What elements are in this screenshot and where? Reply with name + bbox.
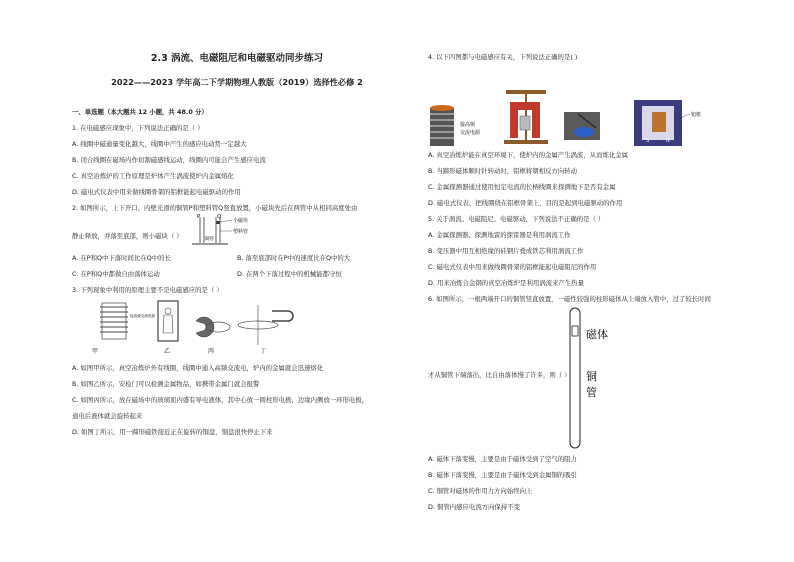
q3-option-a: A. 如图甲所示，真空冶炼炉外有线圈，线圈中通入高频交流电，炉内的金属就会迅速熔化 [72, 364, 324, 372]
frame-label: 铝框 [691, 112, 702, 118]
label-ding: 丁 [260, 348, 267, 355]
q6-option-a: A. 磁体下落变慢，主要是由于磁体受到了空气的阻力 [428, 455, 577, 463]
q2-option-c: C. 在P和Q中都做自由落体运动 [72, 270, 160, 278]
copper-disk-icon [238, 305, 293, 345]
q5-option-a: A. 金属探测器、探测地雷的探雷器是利用涡流工作 [428, 231, 571, 239]
label-p: P [197, 214, 201, 220]
furnace-coil-icon [100, 303, 156, 339]
q6-option-c: C. 铜管对磁体的作用力方向始终向上 [428, 487, 533, 495]
label-q: Q [217, 214, 222, 220]
q6-option-d: D. 铜管内感应电流方向保持不变 [428, 503, 521, 511]
q4-option-b: B. 当蹄形磁体顺时针转动时，铝框将朝相反方向转动 [428, 167, 578, 175]
q3-option-b: B. 如图乙所示，安检门可以检测金属物品，如携带金属门就会报警 [72, 380, 260, 388]
q1-option-c: C. 真空冶炼炉的工作原理是炉体产生涡流使炉内金属熔化 [72, 172, 234, 180]
q5-stem: 5. 关于涡流、电磁阻尼、电磁驱动，下列说法不正确的是（ ） [428, 215, 605, 223]
q3-option-c: C. 如图丙所示，放在磁场中的玻璃皿内盛有导电液体，其中心放一圆柱形电极，边缘内侧放一环形电极， [72, 396, 369, 404]
magnet-cylinder [572, 326, 578, 336]
worksheet-subtitle: 2022——2023 学年高二下学期物理人教版（2019）选择性必修 2 [111, 77, 363, 87]
svg-text:N: N [666, 138, 670, 144]
coil-label: 接高频交流电源 [130, 314, 156, 318]
label-magnet: 小磁块 [233, 218, 249, 224]
q5-option-c: C. 磁电式仪表中用来做线圈骨架的铝框能起电磁阻尼的作用 [428, 263, 597, 271]
label-copper: 铜管 [205, 237, 214, 242]
label-plastic: 塑料管 [233, 229, 249, 235]
q6-option-b: B. 磁体下落变慢，主要是由于磁体受到金属铜的吸引 [428, 471, 578, 479]
magnet-block [217, 221, 220, 224]
q3-option-d: D. 如图丁所示，用一蹄形磁铁接近正在旋转的铜盘，铜盘很快停止下来 [72, 428, 273, 436]
worksheet-title: 2.3 涡流、电磁阻尼和电磁驱动同步练习 [150, 53, 324, 64]
label-tube-2: 管 [586, 386, 597, 399]
q5-option-b: B. 变压器中用互相绝缘的硅钢片叠成铁芯利用涡流工作 [428, 247, 584, 255]
right-column [428, 52, 768, 512]
q2-option-b: B. 落至底部时在P中的速度比在Q中的大 [237, 254, 351, 262]
q4-option-d: D. 磁电式仪表，把线圈绕在铝框骨架上，目的是起到电磁驱动的作用 [428, 199, 623, 207]
q6-stem-2: 才从铜管下端落出，比自由落体慢了许多，则（ ） [428, 371, 571, 379]
q3-stem: 3. 下列现象中利用的原理主要不是电磁感应的是（ ） [72, 286, 223, 294]
q1-option-a: A. 线圈中磁通量变化越大，线圈中产生的感应电动势一定越大 [72, 140, 247, 148]
label-bing: 丙 [208, 348, 215, 355]
q5-option-d: D. 用来冶炼合金钢的真空冶炼炉是利用涡流来产生热量 [428, 279, 584, 287]
left-column [72, 52, 402, 437]
copper-tube [570, 308, 580, 448]
q2-stem-1: 2. 如图所示，上下开口、内壁光滑的铜管P和塑料管Q竖直放置，小磁块先后在两管中从相同高度处由 [72, 204, 358, 212]
q2-option-d: D. 在两个下落过程中的机械能都守恒 [237, 270, 342, 278]
meter-coil-icon [634, 100, 701, 146]
security-gate-icon [158, 301, 178, 341]
label-magnet-text: 磁体 [586, 328, 608, 341]
q4-stem: 4. 以下四图都与电磁感应有关，下列说法正确的是( ) [428, 53, 578, 61]
q1-option-d: D. 磁电式仪表中用来做线圈骨架的铝框能起电磁驱动的作用 [72, 188, 241, 196]
dish-magnet-icon [196, 317, 230, 337]
q1-stem: 1. 在电磁感应现象中，下列说法正确的是（ ） [72, 124, 204, 132]
label-tube-1: 铜 [586, 370, 597, 383]
q6-figure [566, 304, 626, 454]
label-yi: 乙 [164, 348, 171, 355]
horseshoe-magnet-icon [504, 90, 548, 144]
q4-coil-label-2: 交流电源 [460, 130, 481, 136]
label-jia: 甲 [92, 348, 99, 355]
q2-stem-2: 静止释放，并落至底部，则小磁块（ ） [72, 232, 183, 240]
q4-option-c: C. 金属探测器通过使用恒定电流的长柄线圈来探测地下是否有金属 [428, 183, 616, 191]
furnace-icon [428, 105, 481, 146]
svg-text:S: S [646, 138, 650, 144]
q4-figure [428, 62, 768, 150]
q4-coil-label-1: 接高频 [460, 122, 476, 128]
q6-stem-1: 6. 如图所示，一根两端开口的铜管竖直放置，一磁性较强的柱形磁体从上端放入管中，过了较长时间 [428, 295, 711, 303]
q4-option-a: A. 真空冶炼炉能在真空环境下，使炉内的金属产生涡流，从而炼化金属 [428, 151, 629, 159]
q1-option-b: B. 闭合线圈在磁场内作切割磁感线运动，线圈内可能会产生感应电流 [72, 156, 266, 164]
metal-detector-icon [564, 112, 600, 140]
section-heading: 一、单选题（本大题共 12 小题，共 48.0 分） [72, 108, 208, 116]
q3-figure [72, 295, 402, 357]
q3-option-c-cont: 通电后液体就会旋转起来 [72, 412, 143, 420]
q2-option-a: A. 在P和Q中下落时间比在Q中的长 [72, 254, 171, 262]
